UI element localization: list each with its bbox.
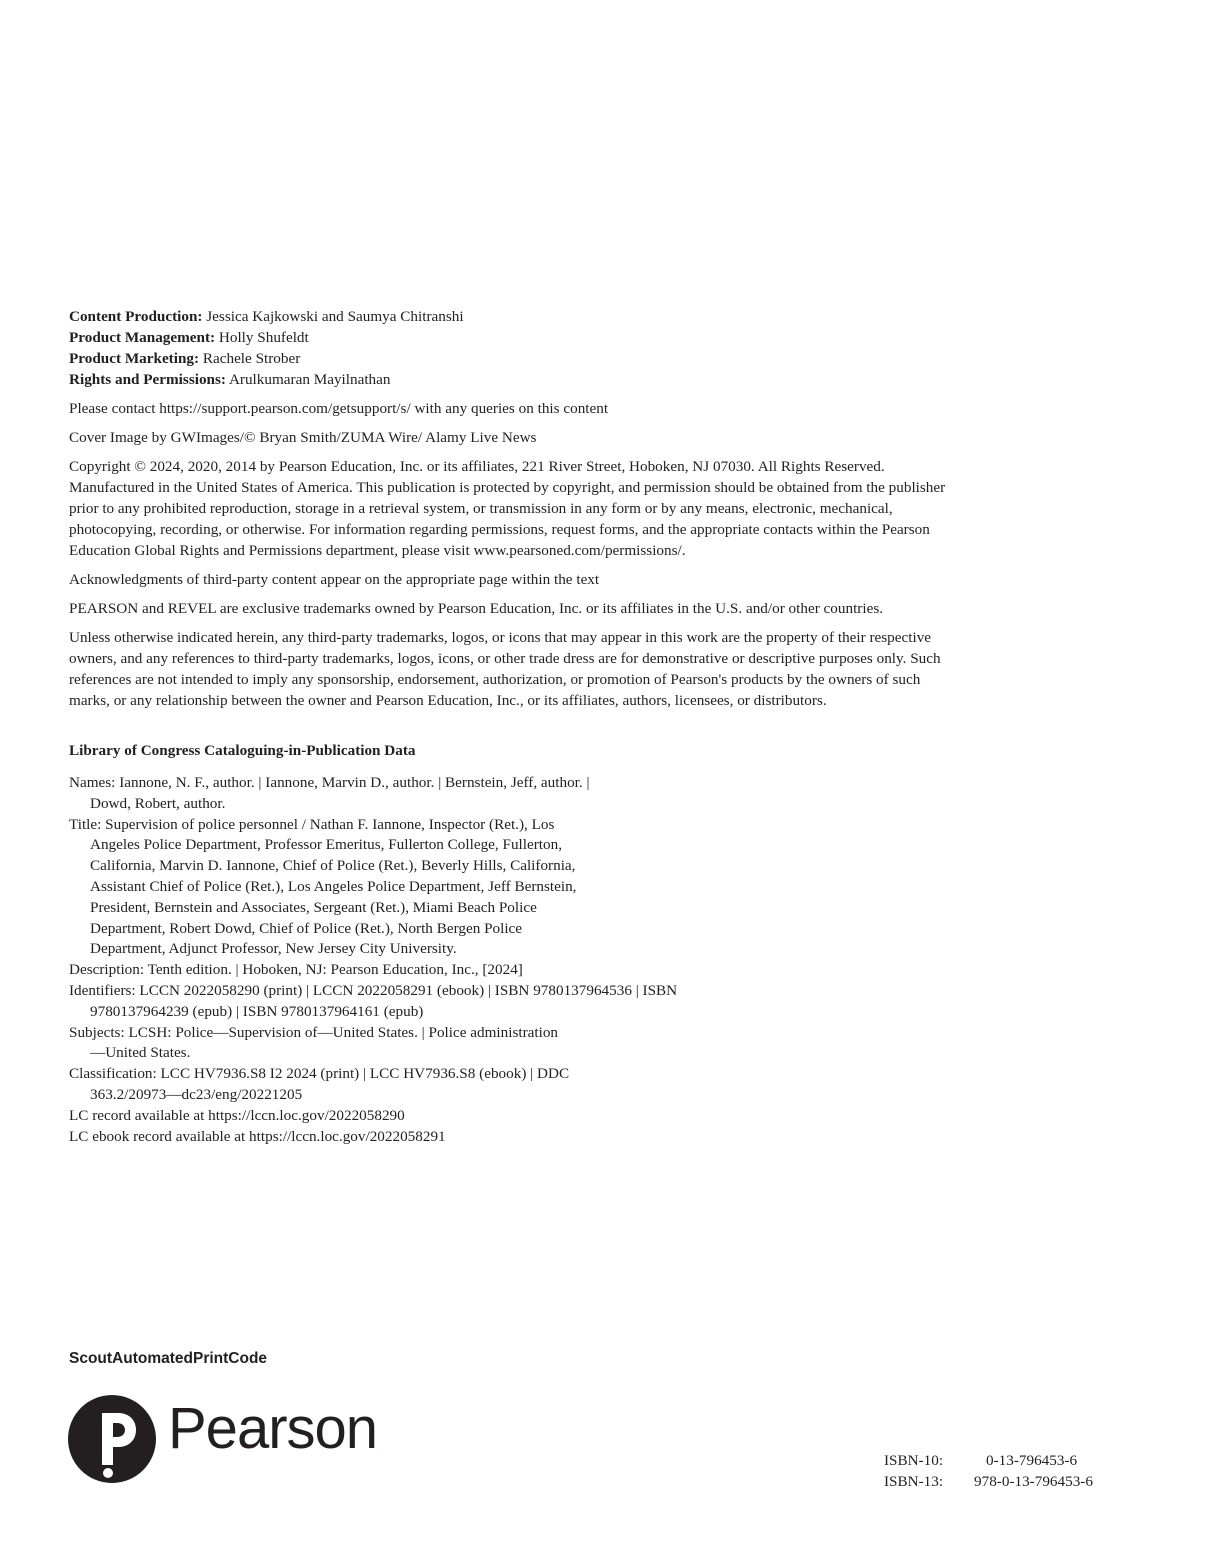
credit-content-production: [69, 306, 989, 327]
trademarks-line: PEARSON and REVEL are exclusive trademarks owned by Pearson Education, Inc. or its affiliates in the U.S. and/or other countries.: [69, 600, 884, 617]
cip-lc-ebook: LC ebook record available at https://lccn.loc.gov/2022058291: [69, 1127, 446, 1145]
credit-label: Content Production:: [69, 308, 203, 325]
credit-label: Product Marketing:: [69, 350, 200, 367]
pearson-p-icon: [68, 1393, 158, 1488]
cip-names: Names: Iannone, N. F., author. | Iannone, Marvin D., author. | Bernstein, Jeff, author. | Dowd, Robert, author.: [69, 774, 590, 812]
third-party-paragraph: Unless otherwise indicated herein, any third-party trademarks, logos, or icons that may appear in this work are the property of their respective owners, and any references to third-party trademarks, logos, icons, or other trade dress are for demonstrative or descriptive purposes only. Such references are not intended to imply any sponsorship, endorsement, authorization, or promotion of Pearson's products by the owners of such marks, or any relationship between the owner and Pearson Education, Inc., or its affiliates, authors, licensees, or distributors.: [69, 629, 941, 709]
cip-lc-record: LC record available at https://lccn.loc.gov/2022058290: [69, 1106, 405, 1124]
credit-value: Jessica Kajkowski and Saumya Chitranshi: [206, 308, 464, 325]
pearson-wordmark: Pearson: [168, 1396, 378, 1461]
cover-image-credit: Cover Image by GWImages/© Bryan Smith/ZUMA Wire/ Alamy Live News: [69, 429, 537, 446]
credit-product-management: [69, 327, 989, 348]
credit-value: Arulkumaran Mayilnathan: [228, 371, 391, 388]
pearson-logo: [68, 1393, 388, 1488]
cip-description: Description: Tenth edition. | Hoboken, NJ: Pearson Education, Inc., [2024]: [69, 961, 523, 979]
isbn-value: 0-13-796453-6: [986, 1452, 1078, 1469]
isbn-block: [884, 1450, 1093, 1492]
credit-label: Product Management:: [69, 329, 216, 346]
credit-product-marketing: [69, 348, 989, 369]
credit-rights-permissions: [69, 369, 989, 390]
cip-title: Title: Supervision of police personnel / Nathan F. Iannone, Inspector (Ret.), Los Angeles Police Department, Professor Emeritus, Fullerton College, Fullerton, California, Marvin D. Iannone, Chief of Police (Ret.), Beverly Hills, California, Assistant Chief of Police (Ret.), Los Angeles Police Department, Jeff Bernstein, President, Bernstein and Associates, Sergeant (Ret.), Miami Beach Police Department, Robert Dowd, Chief of Police (Ret.), North Bergen Police Department, Adjunct Professor, New Jersey City University.: [69, 815, 577, 958]
print-code: ScoutAutomatedPrintCode: [69, 1350, 268, 1367]
isbn-13-row: [884, 1471, 1093, 1492]
credit-value: Rachele Strober: [202, 350, 301, 367]
cip-subjects: Subjects: LCSH: Police—Supervision of—United States. | Police administration—United States.: [69, 1023, 559, 1062]
credits-list: [69, 306, 989, 390]
cip-classification: Classification: LCC HV7936.S8 I2 2024 (print) | LCC HV7936.S8 (ebook) | DDC 363.2/20973—dc23/eng/20221205: [69, 1065, 570, 1103]
acknowledgments-line: Acknowledgments of third-party content appear on the appropriate page within the text: [69, 571, 600, 588]
contact-line: Please contact https://support.pearson.com/getsupport/s/ with any queries on this content: [69, 400, 609, 417]
credit-label: Rights and Permissions:: [69, 371, 226, 388]
credit-value: Holly Shufeldt: [218, 329, 309, 346]
isbn-label: ISBN-10:: [884, 1452, 944, 1469]
isbn-value: 978-0-13-796453-6: [974, 1473, 1093, 1490]
isbn-label: ISBN-13:: [884, 1473, 944, 1490]
isbn-10-row: [884, 1450, 1093, 1471]
cip-heading: Library of Congress Cataloguing-in-Publication Data: [69, 742, 416, 759]
cip-data: [69, 773, 829, 1147]
copyright-paragraph: Copyright © 2024, 2020, 2014 by Pearson Education, Inc. or its affiliates, 221 River Street, Hoboken, NJ 07030. All Rights Reserved. Manufactured in the United States of America. This publication is protected by copyright, and permission should be obtained from the publisher prior to any prohibited reproduction, storage in a retrieval system, or transmission in any form or by any means, electronic, mechanical, photocopying, recording, or otherwise. For information regarding permissions, request forms, and the appropriate contacts within the Pearson Education Global Rights and Permissions department, please visit www.pearsoned.com/permissions/.: [69, 458, 946, 559]
cip-identifiers: Identifiers: LCCN 2022058290 (print) | LCCN 2022058291 (ebook) | ISBN 9780137964536 | ISBN 9780137964239 (epub) | ISBN 9780137964161 (epub): [69, 981, 678, 1020]
